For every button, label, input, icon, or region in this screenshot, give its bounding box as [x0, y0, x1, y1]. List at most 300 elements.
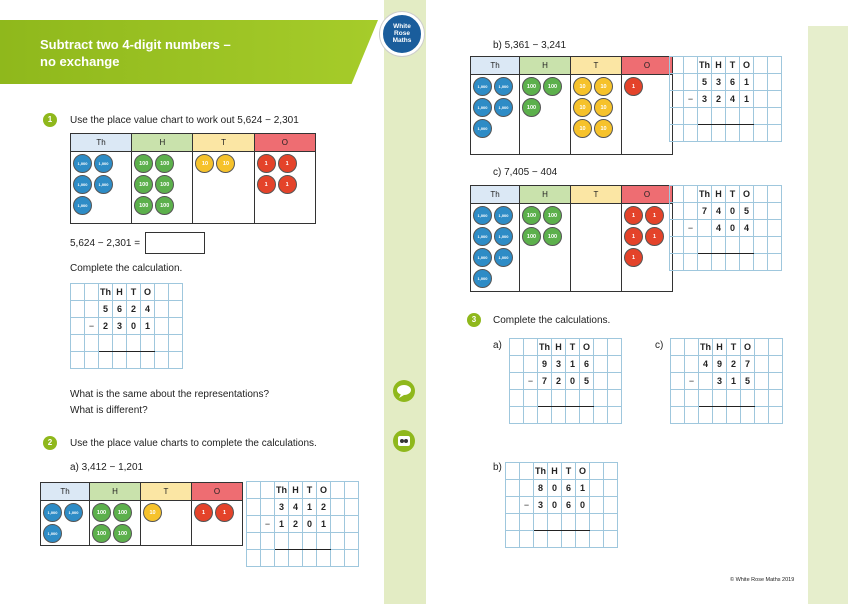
grid-cell — [71, 335, 85, 352]
grid-digit: 4 — [712, 203, 726, 220]
grid-cell — [712, 125, 726, 142]
grid-cell — [594, 407, 608, 424]
grid-cell — [331, 482, 345, 499]
pv-column-th — [471, 75, 520, 155]
counter-th: 1,000 — [43, 524, 62, 543]
grid-digit: 1 — [275, 516, 289, 533]
answer-cell[interactable] — [698, 108, 712, 125]
grid-cell — [524, 390, 538, 407]
grid-header: H — [713, 339, 727, 356]
counter-h: 100 — [522, 77, 541, 96]
grid-digit: 3 — [713, 373, 727, 390]
minus-sign: − — [684, 220, 698, 237]
answer-cell[interactable] — [289, 533, 303, 550]
grid-digit: 4 — [712, 220, 726, 237]
grid-cell — [670, 125, 684, 142]
grid-cell — [604, 480, 618, 497]
grid-cell — [247, 499, 261, 516]
pv-header-t: T — [571, 186, 622, 204]
grid-cell — [141, 352, 155, 369]
counter-t: 10 — [594, 77, 613, 96]
grid-cell — [538, 407, 552, 424]
grid-cell — [345, 533, 359, 550]
place-value-table — [470, 185, 673, 292]
grid-cell — [769, 390, 783, 407]
q1-pv-chart — [70, 133, 316, 224]
grid-cell — [331, 550, 345, 567]
grid-digit: 1 — [576, 480, 590, 497]
answer-cell[interactable] — [99, 335, 113, 352]
pv-header-t: T — [193, 134, 254, 152]
answer-cell[interactable] — [580, 390, 594, 407]
counter-o: 1 — [645, 206, 664, 225]
grid-digit: 5 — [698, 74, 712, 91]
grid-cell — [520, 514, 534, 531]
grid-header: Th — [275, 482, 289, 499]
q2a-pv-chart — [40, 482, 243, 546]
grid-digit: 1 — [317, 516, 331, 533]
grid-cell — [510, 356, 524, 373]
grid-cell — [684, 125, 698, 142]
pv-column-h — [520, 204, 571, 292]
counter-th: 1,000 — [43, 503, 62, 522]
grid-digit: 2 — [552, 373, 566, 390]
grid-cell — [169, 301, 183, 318]
grid-cell — [754, 108, 768, 125]
q1-diff-question: What is different? — [70, 405, 148, 416]
pv-column-h — [132, 152, 193, 224]
pv-header-o: O — [622, 57, 673, 75]
grid-cell — [670, 254, 684, 271]
q3b-calc-grid — [505, 462, 618, 548]
counter-th: 1,000 — [64, 503, 83, 522]
grid-cell — [155, 318, 169, 335]
q2a-label: a) 3,412 − 1,201 — [70, 462, 144, 473]
grid-cell — [670, 57, 684, 74]
counter-th: 1,000 — [473, 98, 492, 117]
grid-cell — [506, 463, 520, 480]
counter-o: 1 — [257, 154, 276, 173]
grid-cell — [768, 186, 782, 203]
title-line-2: no exchange — [40, 54, 120, 69]
q2c-pv-chart — [470, 185, 673, 292]
grid-header: H — [552, 339, 566, 356]
grid-cell — [594, 373, 608, 390]
counter-th: 1,000 — [73, 196, 92, 215]
q1-complete-text: Complete the calculation. — [70, 263, 183, 274]
counter-h: 100 — [134, 154, 153, 173]
grid-cell — [604, 463, 618, 480]
grid-digit: 2 — [99, 318, 113, 335]
grid-cell — [727, 407, 741, 424]
grid-cell — [755, 390, 769, 407]
grid-cell — [510, 390, 524, 407]
copyright-footer: © White Rose Maths 2019 — [730, 577, 795, 583]
discussion-icon — [393, 380, 415, 402]
grid-header: T — [727, 339, 741, 356]
pv-column-th — [471, 204, 520, 292]
pv-header-th: Th — [41, 483, 90, 501]
grid-cell — [670, 186, 684, 203]
pv-header-h: H — [132, 134, 193, 152]
page-title — [40, 36, 300, 70]
grid-cell — [71, 318, 85, 335]
minus-sign: − — [520, 497, 534, 514]
counter-h: 100 — [543, 77, 562, 96]
counter-h: 100 — [522, 227, 541, 246]
grid-digit: 5 — [741, 373, 755, 390]
grid-cell — [741, 407, 755, 424]
q3c-label: c) — [655, 340, 664, 351]
answer-cell[interactable] — [576, 514, 590, 531]
grid-cell — [671, 356, 685, 373]
counter-h: 100 — [522, 206, 541, 225]
grid-digit: 9 — [713, 356, 727, 373]
grid-digit: 0 — [576, 497, 590, 514]
calc-grid-table — [509, 338, 622, 424]
pv-header-h: H — [520, 57, 571, 75]
grid-digit — [699, 373, 713, 390]
answer-cell[interactable] — [726, 237, 740, 254]
grid-header: O — [317, 482, 331, 499]
answer-cell[interactable] — [566, 390, 580, 407]
grid-digit: 2 — [127, 301, 141, 318]
q3b-label: b) — [493, 462, 502, 473]
counter-th: 1,000 — [494, 77, 513, 96]
pv-header-o: O — [192, 483, 243, 501]
q2b-pv-chart — [470, 56, 673, 155]
grid-digit: 6 — [580, 356, 594, 373]
grid-cell — [506, 497, 520, 514]
calc-grid-table — [669, 185, 782, 271]
grid-digit: 3 — [712, 74, 726, 91]
counter-th: 1,000 — [473, 77, 492, 96]
grid-cell — [506, 531, 520, 548]
grid-cell — [520, 531, 534, 548]
grid-cell — [685, 390, 699, 407]
grid-cell — [769, 373, 783, 390]
grid-digit: 6 — [562, 497, 576, 514]
pv-column-th — [41, 501, 90, 546]
q2c-calc-grid — [669, 185, 782, 271]
counter-th: 1,000 — [494, 98, 513, 117]
counter-h: 100 — [113, 503, 132, 522]
answer-cell[interactable] — [562, 514, 576, 531]
grid-cell — [562, 531, 576, 548]
answer-cell[interactable] — [713, 390, 727, 407]
grid-cell — [85, 352, 99, 369]
counter-th: 1,000 — [473, 269, 492, 288]
calc-grid-table — [669, 56, 782, 142]
place-value-table — [70, 133, 316, 224]
grid-header: T — [303, 482, 317, 499]
q1-equation: 5,624 − 2,301 = — [70, 238, 141, 249]
grid-cell — [684, 237, 698, 254]
q2c-label: c) 7,405 − 404 — [493, 167, 558, 178]
pv-header-h: H — [90, 483, 141, 501]
grid-digit: 0 — [548, 497, 562, 514]
grid-digit: 7 — [538, 373, 552, 390]
grid-header: O — [741, 339, 755, 356]
answer-cell[interactable] — [303, 533, 317, 550]
question-number-1: 1 — [43, 113, 57, 127]
grid-digit: 8 — [534, 480, 548, 497]
grid-cell — [755, 373, 769, 390]
grid-digit: 1 — [566, 356, 580, 373]
pv-header-th: Th — [71, 134, 132, 152]
grid-digit: 3 — [552, 356, 566, 373]
grid-cell — [754, 237, 768, 254]
grid-cell — [552, 407, 566, 424]
minus-sign: − — [685, 373, 699, 390]
answer-cell[interactable] — [727, 390, 741, 407]
counter-o: 1 — [624, 227, 643, 246]
grid-digit: 2 — [289, 516, 303, 533]
grid-cell — [594, 339, 608, 356]
counter-o: 1 — [624, 206, 643, 225]
answer-cell[interactable] — [741, 390, 755, 407]
grid-cell — [726, 254, 740, 271]
grid-cell — [155, 301, 169, 318]
grid-cell — [670, 108, 684, 125]
grid-cell — [604, 531, 618, 548]
counter-th: 1,000 — [73, 154, 92, 173]
grid-cell — [608, 356, 622, 373]
counter-th: 1,000 — [494, 206, 513, 225]
counter-o: 1 — [215, 503, 234, 522]
grid-cell — [289, 550, 303, 567]
grid-cell — [768, 108, 782, 125]
calc-grid-table — [670, 338, 783, 424]
grid-header: H — [113, 284, 127, 301]
grid-cell — [608, 407, 622, 424]
grid-cell — [534, 531, 548, 548]
grid-header: H — [712, 57, 726, 74]
counter-t: 10 — [143, 503, 162, 522]
grid-cell — [520, 463, 534, 480]
answer-cell[interactable] — [534, 514, 548, 531]
grid-cell — [768, 91, 782, 108]
grid-digit: 2 — [727, 356, 741, 373]
grid-header: T — [562, 463, 576, 480]
answer-cell[interactable] — [317, 533, 331, 550]
grid-cell — [684, 203, 698, 220]
grid-cell — [331, 533, 345, 550]
grid-cell — [510, 339, 524, 356]
q1-answer-box[interactable] — [145, 232, 205, 254]
grid-digit: 0 — [726, 220, 740, 237]
grid-cell — [768, 254, 782, 271]
answer-cell[interactable] — [141, 335, 155, 352]
grid-cell — [608, 390, 622, 407]
grid-digit: 6 — [726, 74, 740, 91]
grid-cell — [684, 254, 698, 271]
answer-cell[interactable] — [113, 335, 127, 352]
pv-column-th — [71, 152, 132, 224]
answer-cell[interactable] — [538, 390, 552, 407]
grid-cell — [85, 284, 99, 301]
grid-cell — [768, 74, 782, 91]
grid-header: T — [127, 284, 141, 301]
grid-cell — [169, 318, 183, 335]
grid-cell — [671, 339, 685, 356]
grid-cell — [671, 390, 685, 407]
grid-cell — [590, 480, 604, 497]
grid-cell — [754, 203, 768, 220]
grid-cell — [510, 407, 524, 424]
answer-cell[interactable] — [740, 108, 754, 125]
grid-header: T — [566, 339, 580, 356]
grid-cell — [685, 339, 699, 356]
calc-grid-table — [70, 283, 183, 369]
counter-h: 100 — [522, 98, 541, 117]
counter-o: 1 — [624, 77, 643, 96]
grid-header: Th — [698, 186, 712, 203]
grid-cell — [317, 550, 331, 567]
answer-cell[interactable] — [699, 390, 713, 407]
grid-digit: 3 — [534, 497, 548, 514]
grid-cell — [590, 463, 604, 480]
answer-cell[interactable] — [712, 108, 726, 125]
answer-cell[interactable] — [127, 335, 141, 352]
grid-digit: 5 — [580, 373, 594, 390]
pv-header-th: Th — [471, 57, 520, 75]
grid-digit: 3 — [275, 499, 289, 516]
counter-h: 100 — [155, 154, 174, 173]
pv-column-t — [193, 152, 254, 224]
answer-cell[interactable] — [698, 237, 712, 254]
grid-cell — [331, 516, 345, 533]
logo-text: Maths — [392, 37, 412, 44]
grid-digit: 7 — [698, 203, 712, 220]
pv-column-o — [622, 204, 673, 292]
question-number-3: 3 — [467, 313, 481, 327]
grid-cell — [303, 550, 317, 567]
answer-cell[interactable] — [552, 390, 566, 407]
grid-cell — [113, 352, 127, 369]
grid-header: H — [289, 482, 303, 499]
counter-th: 1,000 — [494, 227, 513, 246]
grid-cell — [345, 499, 359, 516]
grid-cell — [755, 356, 769, 373]
counter-th: 1,000 — [473, 227, 492, 246]
grid-cell — [604, 514, 618, 531]
q3c-calc-grid — [670, 338, 783, 424]
pv-column-h — [520, 75, 571, 155]
answer-cell[interactable] — [548, 514, 562, 531]
answer-cell[interactable] — [726, 108, 740, 125]
grid-digit: 1 — [740, 74, 754, 91]
grid-cell — [590, 531, 604, 548]
page-gutter — [384, 0, 426, 604]
grid-cell — [169, 335, 183, 352]
counter-h: 100 — [113, 524, 132, 543]
minus-sign: − — [524, 373, 538, 390]
grid-digit: 0 — [548, 480, 562, 497]
grid-digit: 2 — [317, 499, 331, 516]
grid-cell — [524, 339, 538, 356]
minus-sign: − — [261, 516, 275, 533]
counter-o: 1 — [645, 227, 664, 246]
grid-digit: 6 — [113, 301, 127, 318]
grid-cell — [754, 186, 768, 203]
grid-cell — [247, 516, 261, 533]
grid-header: O — [576, 463, 590, 480]
q3a-label: a) — [493, 340, 502, 351]
grid-cell — [594, 390, 608, 407]
grid-cell — [127, 352, 141, 369]
grid-cell — [699, 407, 713, 424]
grid-cell — [99, 352, 113, 369]
q2-instruction: Use the place value charts to complete the calculations. — [70, 438, 317, 449]
grid-cell — [520, 480, 534, 497]
pv-column-h — [90, 501, 141, 546]
grid-digit: 4 — [289, 499, 303, 516]
q3a-calc-grid — [509, 338, 622, 424]
grid-header: O — [141, 284, 155, 301]
grid-cell — [169, 284, 183, 301]
grid-cell — [548, 531, 562, 548]
grid-cell — [670, 237, 684, 254]
grid-cell — [755, 407, 769, 424]
reasoning-icon — [393, 430, 415, 452]
grid-header: Th — [99, 284, 113, 301]
grid-cell — [608, 339, 622, 356]
grid-header: T — [726, 186, 740, 203]
grid-cell — [71, 352, 85, 369]
grid-cell — [685, 356, 699, 373]
grid-digit: 1 — [740, 91, 754, 108]
grid-cell — [331, 499, 345, 516]
grid-header: H — [712, 186, 726, 203]
answer-cell[interactable] — [740, 237, 754, 254]
grid-cell — [769, 339, 783, 356]
counter-h: 100 — [543, 227, 562, 246]
place-value-table — [40, 482, 243, 546]
grid-cell — [726, 125, 740, 142]
grid-header: Th — [538, 339, 552, 356]
grid-cell — [85, 301, 99, 318]
grid-cell — [754, 125, 768, 142]
place-value-table — [470, 56, 673, 155]
grid-cell — [754, 57, 768, 74]
grid-cell — [768, 237, 782, 254]
answer-cell[interactable] — [712, 237, 726, 254]
answer-cell[interactable] — [275, 533, 289, 550]
grid-cell — [590, 514, 604, 531]
grid-cell — [684, 57, 698, 74]
grid-cell — [155, 352, 169, 369]
grid-digit: 4 — [141, 301, 155, 318]
grid-cell — [566, 407, 580, 424]
grid-digit: 1 — [303, 499, 317, 516]
grid-cell — [684, 74, 698, 91]
grid-cell — [768, 125, 782, 142]
grid-digit: 6 — [562, 480, 576, 497]
counter-t: 10 — [594, 119, 613, 138]
calc-grid-table — [505, 462, 618, 548]
grid-cell — [754, 220, 768, 237]
counter-th: 1,000 — [94, 175, 113, 194]
grid-cell — [670, 74, 684, 91]
grid-cell — [698, 125, 712, 142]
grid-cell — [247, 482, 261, 499]
grid-cell — [155, 335, 169, 352]
grid-cell — [510, 373, 524, 390]
grid-cell — [594, 356, 608, 373]
grid-header: O — [740, 186, 754, 203]
counter-th: 1,000 — [473, 248, 492, 267]
